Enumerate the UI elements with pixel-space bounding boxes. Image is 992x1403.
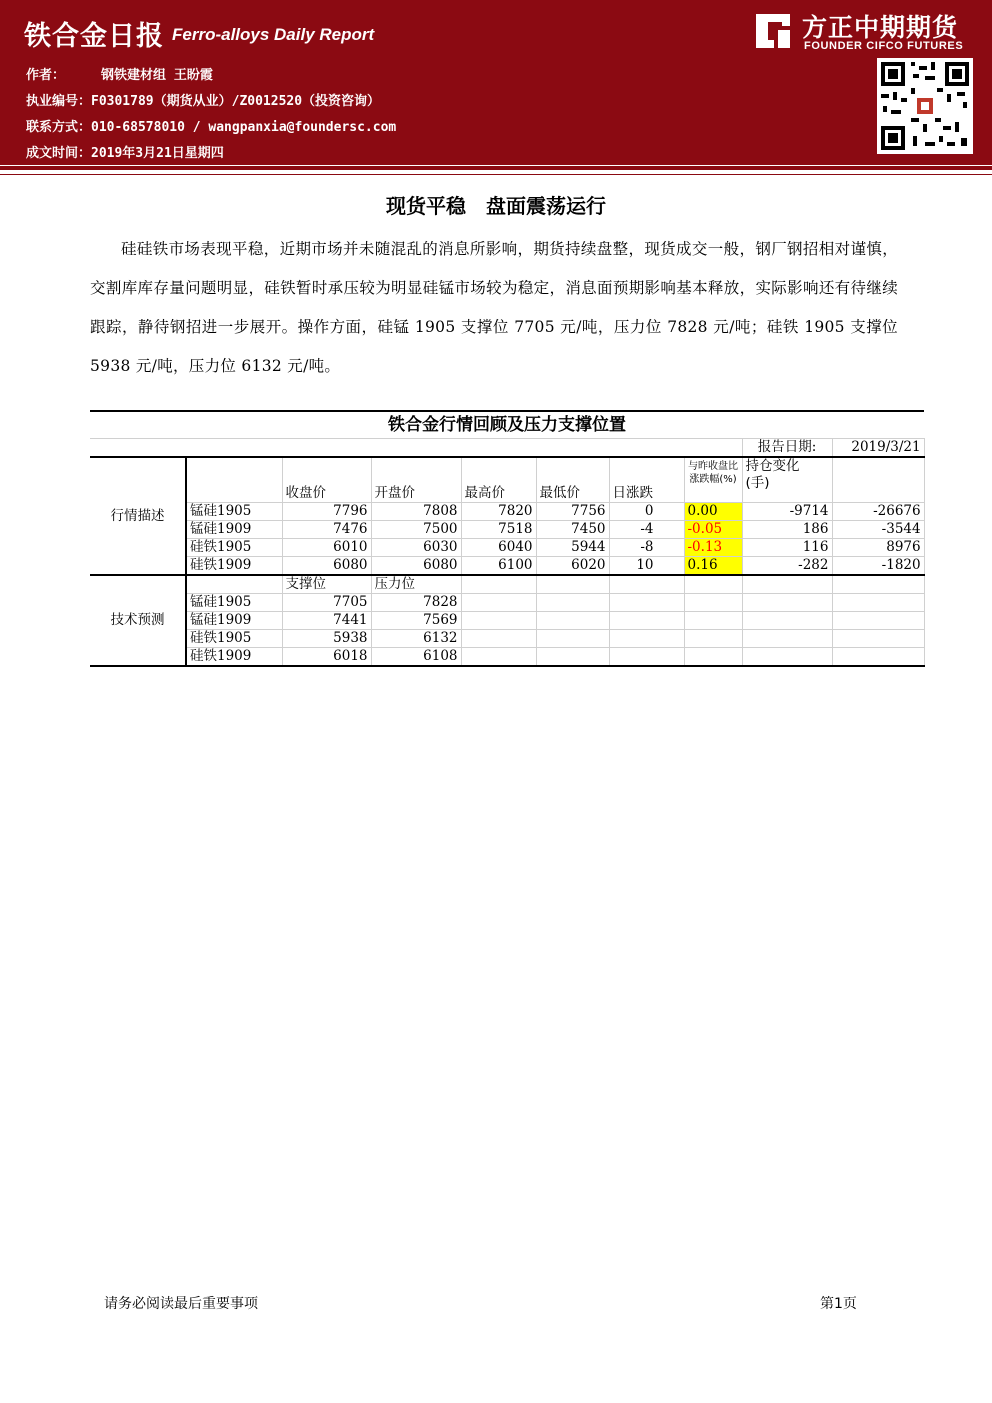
cell-close: 7796: [282, 503, 371, 521]
cell-high: 7518: [461, 521, 536, 539]
cell-open: 6030: [371, 539, 461, 557]
cell-daily-change: 0: [609, 503, 684, 521]
col-close: 收盘价: [282, 457, 371, 503]
market-table: [90, 410, 925, 667]
empty-cell: [536, 612, 609, 630]
empty-cell: [461, 575, 536, 594]
row-name: 锰硅1905: [186, 503, 282, 521]
empty-cell: [742, 575, 832, 594]
tech-row-name: 硅铁1909: [186, 648, 282, 667]
empty-cell: [684, 575, 742, 594]
cell-high: 6100: [461, 557, 536, 576]
summary-paragraph: 硅硅铁市场表现平稳，近期市场并未随混乱的消息所影响，期货持续盘整，现货成交一般，钢厂钢招相对谨慎，交割库库存量问题明显，硅铁暂时承压较为明显硅锰市场较为稳定，消息面预期影响基本释放，实际影响还有待继续跟踪，静待钢招进一步展开。操作方面，硅锰 1905 支撑位 7705 元/吨，压力位 7828 元/吨；硅铁 1905 支撑位 5938 元/吨，压力位 6132 元/吨。: [90, 240, 898, 375]
report-title-en: Ferro-alloys Daily Report: [172, 25, 375, 44]
tech-row-name: 锰硅1909: [186, 612, 282, 630]
cell-oi-change: -9714: [742, 503, 832, 521]
cell-low: 7756: [536, 503, 609, 521]
cell-low: 7450: [536, 521, 609, 539]
cell-low: 6020: [536, 557, 609, 576]
col-support: 支撑位: [282, 575, 371, 594]
cell-pct-change: 0.00: [684, 503, 742, 521]
cell-support: 7705: [282, 594, 371, 612]
cell-high: 7820: [461, 503, 536, 521]
cell-extra: -3544: [832, 521, 924, 539]
empty-cell: [536, 630, 609, 648]
cell-pct-change: -0.05: [684, 521, 742, 539]
cell-resistance: 7828: [371, 594, 461, 612]
header-blank-extra: [832, 457, 924, 503]
empty-cell: [536, 594, 609, 612]
col-daily-change: 日涨跌: [609, 457, 684, 503]
footer-page-number: 第1页: [820, 1296, 857, 1312]
cell-open: 7500: [371, 521, 461, 539]
cell-resistance: 7569: [371, 612, 461, 630]
empty-cell: [461, 630, 536, 648]
cell-resistance: 6108: [371, 648, 461, 667]
empty-cell: [461, 594, 536, 612]
cell-pct-change: -0.13: [684, 539, 742, 557]
col-oi-change-line2: (手): [745, 475, 770, 491]
empty-cell: [609, 575, 684, 594]
empty-cell: [461, 648, 536, 667]
cell-close: 6010: [282, 539, 371, 557]
cell-resistance: 6132: [371, 630, 461, 648]
row-name: 硅铁1905: [186, 539, 282, 557]
tech-row-name: 锰硅1905: [186, 594, 282, 612]
empty-cell: [832, 575, 924, 594]
col-resistance: 压力位: [371, 575, 461, 594]
col-oi-change-line1: 持仓变化: [745, 458, 800, 474]
report-header: [0, 0, 992, 165]
license-line: 执业编号：F0301789（期货从业）/Z0012520（投资咨询）: [26, 94, 381, 109]
empty-cell: [684, 648, 742, 667]
empty-cell: [684, 594, 742, 612]
qr-code-icon: [877, 58, 973, 154]
cell-extra: 8976: [832, 539, 924, 557]
empty-cell: [536, 575, 609, 594]
empty-cell: [684, 612, 742, 630]
col-oi-change: [742, 457, 832, 503]
cell-oi-change: 116: [742, 539, 832, 557]
blank-cell: [90, 439, 742, 458]
cell-extra: -1820: [832, 557, 924, 576]
cell-open: 6080: [371, 557, 461, 576]
empty-cell: [832, 594, 924, 612]
col-low: 最低价: [536, 457, 609, 503]
footer-notice: 请务必阅读最后重要事项: [104, 1296, 258, 1312]
cell-daily-change: 10: [609, 557, 684, 576]
empty-cell: [832, 648, 924, 667]
row-name: 硅铁1909: [186, 557, 282, 576]
company-logo: [752, 6, 980, 56]
report-title-cn: 铁合金日报: [24, 21, 164, 52]
tech-header-blank: [186, 575, 282, 594]
header-blank: [186, 457, 282, 503]
cell-support: 7441: [282, 612, 371, 630]
cell-high: 6040: [461, 539, 536, 557]
cell-low: 5944: [536, 539, 609, 557]
cell-oi-change: 186: [742, 521, 832, 539]
report-date: 2019/3/21: [832, 439, 924, 458]
cell-close: 6080: [282, 557, 371, 576]
col-open: 开盘价: [371, 457, 461, 503]
cell-support: 6018: [282, 648, 371, 667]
cell-daily-change: -4: [609, 521, 684, 539]
doc-title: 现货平稳 盘面震荡运行: [386, 194, 606, 218]
section-tech-label: 技术预测: [90, 575, 186, 666]
author-label: 作者：: [26, 68, 66, 83]
empty-cell: [742, 612, 832, 630]
empty-cell: [609, 630, 684, 648]
section-market-label: 行情描述: [90, 457, 186, 575]
header-rule-thin: [0, 174, 992, 175]
cell-daily-change: -8: [609, 539, 684, 557]
logo-mark-icon: [752, 10, 794, 52]
col-high: 最高价: [461, 457, 536, 503]
empty-cell: [832, 612, 924, 630]
empty-cell: [684, 630, 742, 648]
row-name: 锰硅1909: [186, 521, 282, 539]
cell-extra: -26676: [832, 503, 924, 521]
logo-text-cn: 方正中期期货: [802, 13, 959, 42]
tech-row-name: 硅铁1905: [186, 630, 282, 648]
table-title: 铁合金行情回顾及压力支撑位置: [90, 411, 924, 439]
author-line: [26, 64, 213, 83]
empty-cell: [742, 630, 832, 648]
empty-cell: [609, 648, 684, 667]
col-pct-change: 与昨收盘比涨跌幅(%): [684, 457, 742, 503]
logo-text-en: FOUNDER CIFCO FUTURES: [804, 40, 964, 52]
cell-close: 7476: [282, 521, 371, 539]
empty-cell: [609, 594, 684, 612]
empty-cell: [742, 594, 832, 612]
cell-oi-change: -282: [742, 557, 832, 576]
empty-cell: [536, 648, 609, 667]
report-date-label: 报告日期:: [742, 439, 832, 458]
header-rule: [0, 166, 992, 170]
cell-pct-change: 0.16: [684, 557, 742, 576]
date-line: 成文时间：2019年3月21日星期四: [26, 146, 224, 161]
empty-cell: [461, 612, 536, 630]
cell-support: 5938: [282, 630, 371, 648]
author-value: 钢铁建材组 王盼霞: [101, 68, 213, 83]
contact-line: 联系方式：010-68578010 / wangpanxia@foundersc.com: [26, 120, 397, 135]
cell-open: 7808: [371, 503, 461, 521]
empty-cell: [742, 648, 832, 667]
empty-cell: [832, 630, 924, 648]
empty-cell: [609, 612, 684, 630]
